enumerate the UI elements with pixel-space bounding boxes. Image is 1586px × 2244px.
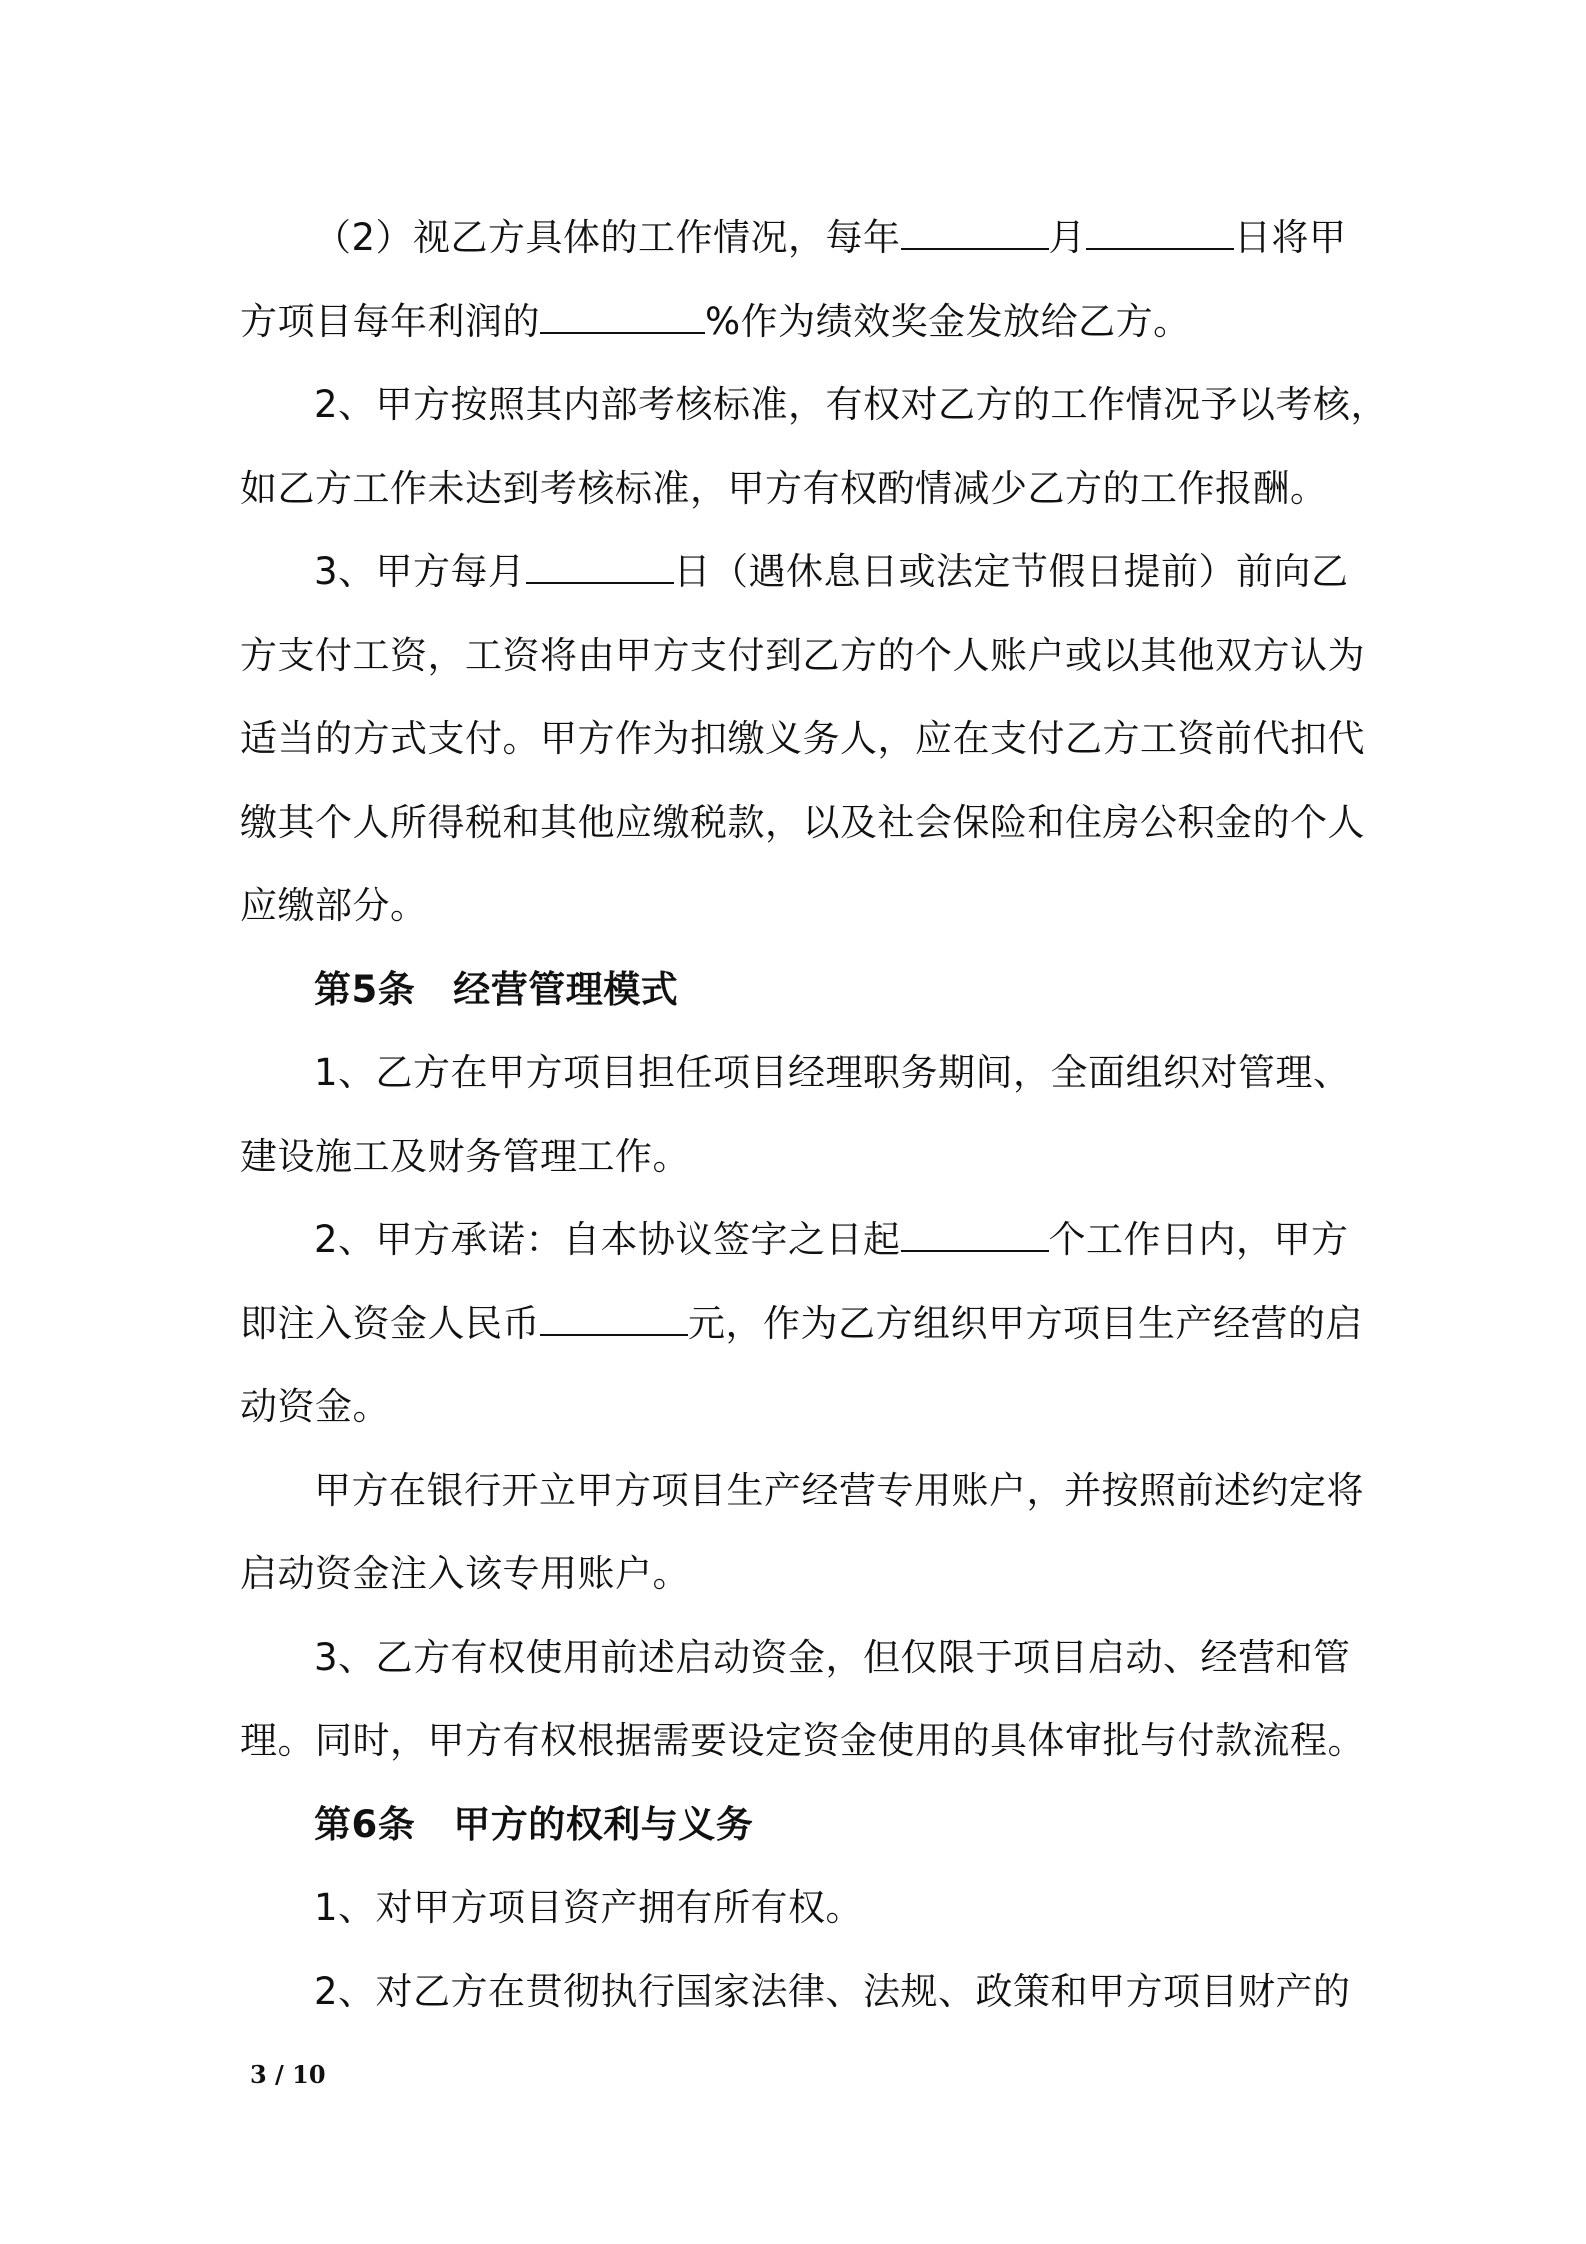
section-heading: 第6条 甲方的权利与义务 <box>314 1802 754 1846</box>
text-line: 建设施工及财务管理工作。 <box>240 1134 690 1178</box>
fill-blank <box>526 552 674 584</box>
fill-blank <box>540 302 705 334</box>
text-line: 2、甲方承诺：自本协议签字之日起 个工作日内，甲方 <box>314 1218 1349 1261</box>
text-line: 方项目每年利润的 %作为绩效奖金发放给乙方。 <box>240 299 1191 343</box>
text-line: 甲方在银行开立甲方项目生产经营专用账户，并按照前述约定将 <box>314 1468 1364 1512</box>
text-line: （2）视乙方具体的工作情况，每年 月 日将甲 <box>314 216 1347 259</box>
text-line: 3、乙方有权使用前述启动资金，但仅限于项目启动、经营和管 <box>314 1635 1351 1679</box>
text-line: 方支付工资，工资将由甲方支付到乙方的个人账户或以其他双方认为 <box>240 633 1365 677</box>
document-body <box>240 196 1389 2033</box>
text-line: 动资金。 <box>240 1385 390 1428</box>
page-number: 3 / 10 <box>250 2060 326 2089</box>
text-line: 理。同时，甲方有权根据需要设定资金使用的具体审批与付款流程。 <box>240 1719 1365 1762</box>
text-line: 如乙方工作未达到考核标准，甲方有权酌情减少乙方的工作报酬。 <box>240 466 1328 510</box>
text-line: 即注入资金人民币 元，作为乙方组织甲方项目生产经营的启 <box>240 1301 1363 1345</box>
text-line: 1、乙方在甲方项目担任项目经理职务期间，全面组织对管理、 <box>314 1051 1351 1094</box>
text-line: 2、甲方按照其内部考核标准，有权对乙方的工作情况予以考核， <box>314 383 1389 426</box>
section-heading: 第5条 经营管理模式 <box>314 967 679 1011</box>
text-line: 3、甲方每月 日（遇休息日或法定节假日提前）前向乙 <box>314 550 1349 593</box>
fill-blank <box>540 1304 688 1336</box>
text-line: 适当的方式支付。甲方作为扣缴义务人，应在支付乙方工资前代扣代 <box>240 717 1365 760</box>
fill-blank <box>901 1220 1049 1252</box>
text-line: 启动资金注入该专用账户。 <box>240 1552 690 1595</box>
text-line: 缴其个人所得税和其他应缴税款，以及社会保险和住房公积金的个人 <box>240 800 1365 844</box>
text-line: 1、对甲方项目资产拥有所有权。 <box>314 1886 864 1929</box>
text-line: 2、对乙方在贯彻执行国家法律、法规、政策和甲方项目财产的 <box>314 1969 1351 2013</box>
text-line: 应缴部分。 <box>240 884 428 927</box>
fill-blank <box>901 218 1049 250</box>
fill-blank <box>1086 218 1234 250</box>
